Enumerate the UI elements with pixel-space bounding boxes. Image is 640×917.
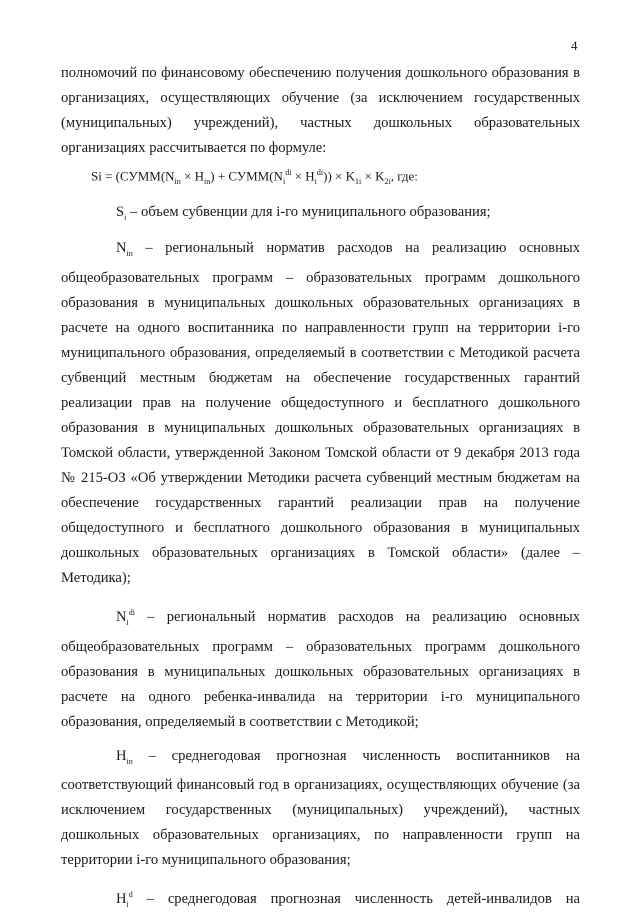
definition-ndi: $N_i^{di}$ – региональный норматив расходов на реализацию основных общеобразовательных программ – образовательных программ дошкольного образования в муниципальных дошкольных образовательных организациях в расчете на одного ребенка-инвалида на территории i-го муниципального образования, определяемый в соответствии с Методикой; (61, 607, 580, 730)
definition-si: $S_i$ – объем субвенции для i-го муниципального образования; (116, 203, 491, 222)
definition-nin: $N_{in}$ – региональный норматив расходов на реализацию основных общеобразовательных программ – образовательных программ дошкольного образования в муниципальных дошкольных образовательных организациях в расчете на одного воспитанника по направленности групп на территории i-го муниципального образования, определяемый в соответствии с Методикой расчета субвенций местным бюджетам на обеспечение государственных гарантий реализации прав на получение общедоступного и бесплатного дошкольного образования в муниципальных дошкольных образовательных организациях в Томской области, утвержденной Законом Томской области от 9 декабря 2013 года № 215-ОЗ «Об утверждении Методики расчета субвенций местным бюджетам на обеспечение государственных гарантий реализации прав на получение общедоступного и бесплатного дошкольного образования в муниципальных дошкольных образовательных организациях в Томской области» (далее – Методика); (61, 239, 580, 586)
subvention-formula: $Si = (СУММ(N_{in} \times H_{in})$ + $СУММ(N_i^{di} \times H_i^{di})) \times K_{1i} \times K_{2i}$, где: (91, 168, 418, 186)
intro-paragraph: полномочий по финансовому обеспечению получения дошкольного образования в организациях, осуществляющих обучение (за исключением государственных (муниципальных) учреждений), частных дошкольных образовательных организациях рассчитывается по формуле: (61, 65, 580, 156)
document-body (61, 61, 580, 917)
symbol-hin: $H_{in}$ (116, 747, 133, 766)
symbol-hd: $H_i^d$ (116, 890, 133, 910)
page-number: 4 (571, 38, 578, 53)
symbol-si: $S_i$ (116, 203, 127, 222)
definition-hin: $H_{in}$ – среднегодовая прогнозная численность воспитанников на соответствующий финансовый год в организациях, осуществляющих обучение (за исключением государственных (муниципальных) учреждений), частных дошкольных образовательных организациях, по направленности групп на территории i-го муниципального образования; (61, 747, 580, 869)
definition-hd: $H_i^d$ – среднегодовая прогнозная численность детей-инвалидов на (116, 890, 580, 910)
symbol-ndi: $N_i^{di}$ (116, 607, 136, 627)
symbol-nin: $N_{in}$ (116, 239, 133, 258)
